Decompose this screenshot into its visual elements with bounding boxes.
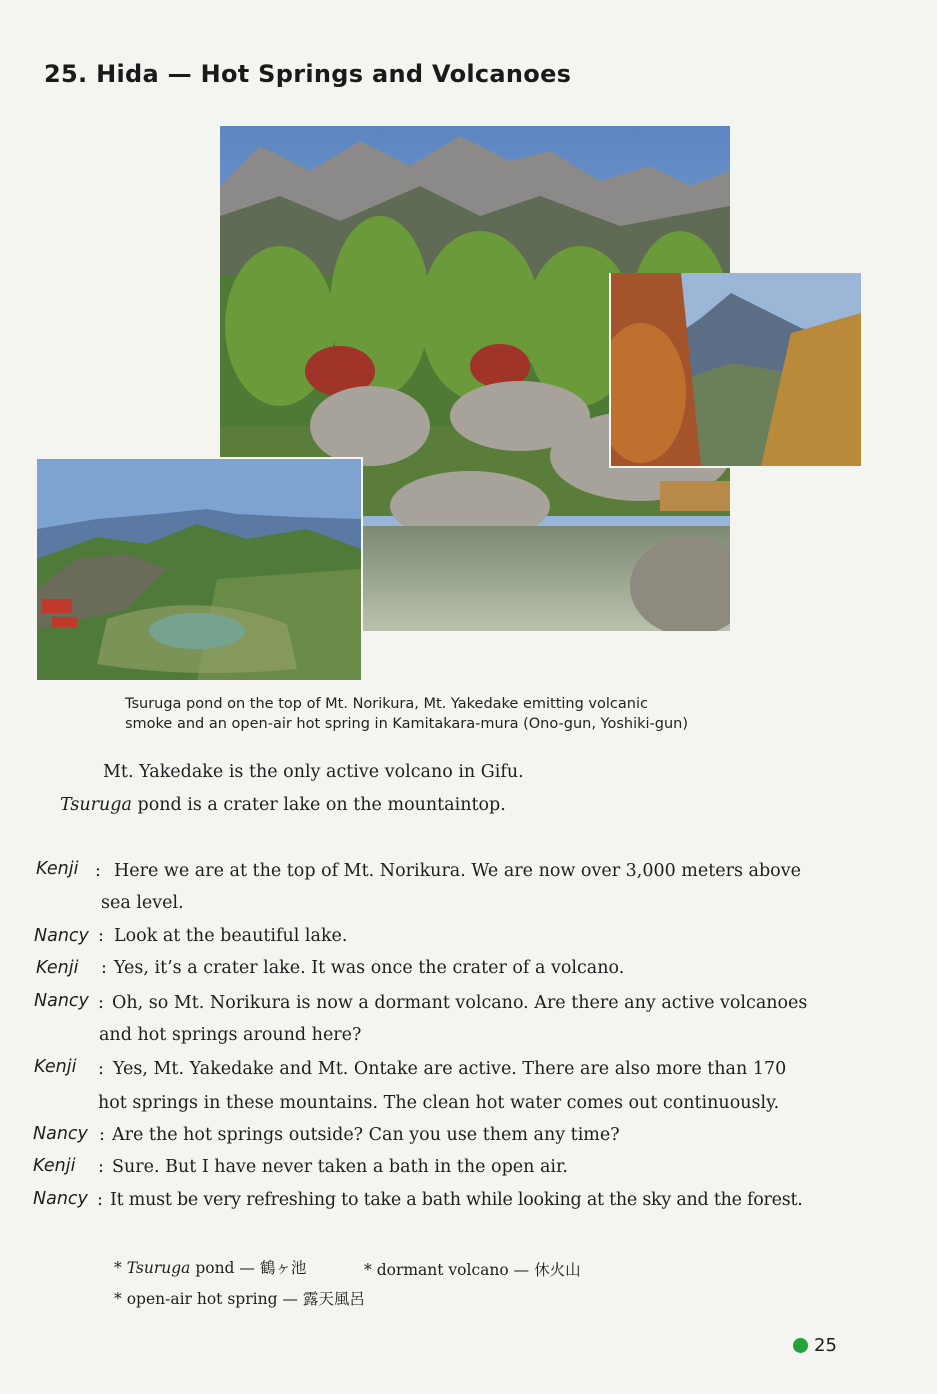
vocab-gloss: dormant volcano — 休火山 — [376, 1261, 581, 1279]
page-title: 25. Hida — Hot Springs and Volcanoes — [44, 60, 572, 88]
intro-text: pond is a crater lake on the mountaintop. — [131, 795, 506, 815]
speaker-colon: : — [101, 958, 107, 978]
speaker-label: Kenji — [36, 859, 79, 879]
dialogue-line: hot springs in these mountains. The clean hot water comes out continuously. — [98, 1093, 780, 1113]
speaker-colon: : — [99, 1125, 105, 1145]
speaker-label: Kenji — [36, 958, 79, 978]
vocab-note: * dormant volcano — 休火山 — [364, 1261, 581, 1279]
speaker-colon: : — [98, 1059, 104, 1079]
speaker-colon: : — [98, 926, 104, 946]
dialogue-line: It must be very refreshing to take a bath while looking at the sky and the forest. — [110, 1190, 803, 1210]
dialogue-line: Yes, it’s a crater lake. It was once the crater of a volcano. — [114, 958, 625, 978]
speaker-label: Kenji — [33, 1156, 76, 1176]
speaker-label: Nancy — [33, 1124, 88, 1144]
vocab-term: Tsuruga — [126, 1259, 191, 1277]
vocab-note: * Tsuruga pond — 鶴ヶ池 — [114, 1259, 307, 1277]
speaker-colon: : — [97, 1190, 103, 1210]
intro-line — [60, 795, 506, 815]
speaker-label: Nancy — [33, 1189, 88, 1209]
speaker-colon: : — [98, 1157, 104, 1177]
speaker-label: Nancy — [34, 991, 89, 1011]
dialogue-line: Look at the beautiful lake. — [114, 926, 348, 946]
speaker-colon: : — [98, 993, 104, 1013]
vocab-gloss: pond — 鶴ヶ池 — [190, 1259, 307, 1277]
speaker-label: Kenji — [34, 1057, 77, 1077]
intro-line: Mt. Yakedake is the only active volcano in Gifu. — [103, 762, 524, 782]
speaker-label: Nancy — [34, 926, 89, 946]
caption-line: Tsuruga pond on the top of Mt. Norikura, Mt. Yakedake emitting volcanic — [125, 696, 648, 712]
mt-yakedake-photo — [609, 273, 861, 468]
page-number — [793, 1335, 837, 1356]
tsuruga-pond-photo — [37, 457, 363, 680]
dialogue-line: sea level. — [101, 893, 184, 913]
dialogue-line: and hot springs around here? — [99, 1025, 362, 1045]
caption-line: smoke and an open-air hot spring in Kamitakara-mura (Ono-gun, Yoshiki-gun) — [125, 716, 689, 732]
intro-italic-term: Tsuruga — [60, 795, 132, 815]
dialogue-line: Sure. But I have never taken a bath in the open air. — [112, 1157, 568, 1177]
page-dot-icon — [793, 1338, 808, 1353]
dialogue-line: Are the hot springs outside? Can you use them any time? — [112, 1125, 620, 1145]
speaker-colon: : — [95, 861, 101, 881]
photo-caption — [125, 694, 825, 734]
vocab-note: * open-air hot spring — 露天風呂 — [114, 1290, 365, 1308]
vocab-gloss: open-air hot spring — 露天風呂 — [126, 1290, 365, 1308]
dialogue-line: Here we are at the top of Mt. Norikura. We are now over 3,000 meters above — [114, 861, 801, 881]
page-number-text: 25 — [814, 1335, 837, 1356]
dialogue-line: Oh, so Mt. Norikura is now a dormant volcano. Are there any active volcanoes — [112, 993, 808, 1013]
dialogue-line: Yes, Mt. Yakedake and Mt. Ontake are active. There are also more than 170 — [113, 1059, 787, 1079]
